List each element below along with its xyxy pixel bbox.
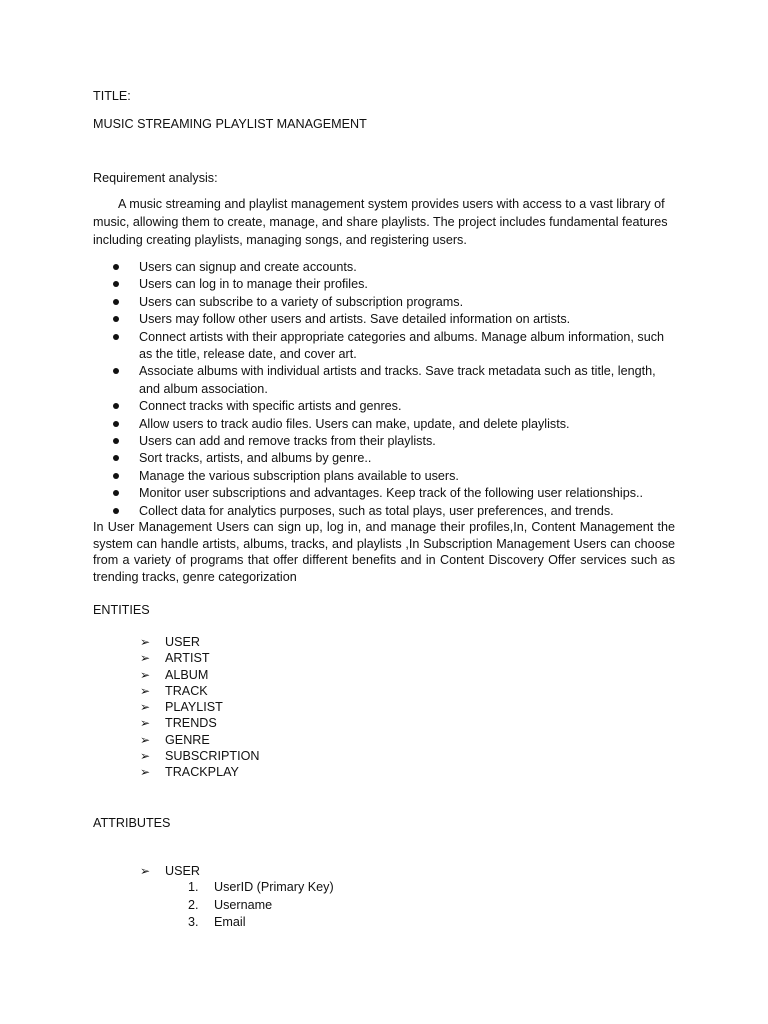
list-item: Users can subscribe to a variety of subscription programs.: [93, 294, 675, 311]
document-title: MUSIC STREAMING PLAYLIST MANAGEMENT: [93, 117, 367, 131]
bullet-icon: [113, 264, 119, 270]
arrow-bullet-icon: ➢: [140, 683, 151, 698]
list-item: Collect data for analytics purposes, such as total plays, user preferences, and trends.: [93, 503, 675, 520]
bullet-icon: [113, 299, 119, 305]
arrow-bullet-icon: ➢: [140, 765, 151, 780]
list-item: ➢ SUBSCRIPTION: [140, 749, 260, 764]
title-label: TITLE:: [93, 89, 131, 103]
list-item: ➢ TRACK: [140, 683, 208, 698]
bullet-icon: [113, 334, 119, 340]
bullet-icon: [113, 368, 119, 374]
arrow-bullet-icon: ➢: [140, 732, 151, 747]
intro-paragraph: A music streaming and playlist management system provides users with access to a vast library of music, allowing them to create, manage, and share playlists. The project includes fundamental features including creating playlists, managing songs, and registering users.: [93, 197, 668, 247]
bullet-icon: [113, 508, 119, 514]
attributes-heading: ATTRIBUTES: [93, 816, 171, 830]
list-item: ➢ TRACKPLAY: [140, 765, 239, 780]
list-item: 3. Email: [188, 915, 246, 929]
list-item: ➢ USER: [140, 635, 200, 649]
bullet-icon: [113, 473, 119, 479]
bullet-icon: [113, 421, 119, 427]
requirements-list: [93, 259, 675, 520]
list-item: 2. Username: [188, 897, 273, 912]
list-item: Users can signup and create accounts.: [93, 259, 675, 276]
list-item: ➢ ALBUM: [140, 667, 209, 682]
bullet-icon: [113, 281, 119, 287]
list-item: Manage the various subscription plans available to users.: [93, 468, 675, 485]
bullet-icon: [113, 316, 119, 322]
list-item: Sort tracks, artists, and albums by genre..: [93, 450, 675, 467]
attributes-group-list: [140, 863, 200, 879]
list-item: ➢ USER: [140, 864, 200, 878]
list-item: ➢ ARTIST: [140, 651, 210, 666]
bullet-icon: [113, 403, 119, 409]
entities-list: [140, 634, 259, 781]
bullet-icon: [113, 455, 119, 461]
arrow-bullet-icon: ➢: [140, 864, 151, 878]
arrow-bullet-icon: ➢: [140, 667, 151, 682]
summary-paragraph: In User Management Users can sign up, log in, and manage their profiles,In, Content Management the system can handle artists, albums, tracks, and playlists ,In Subscription Management Users can choose from a variety of programs that offer different benefits and in Content Discovery Offer services such as trending tracks, genre categorization: [93, 520, 675, 584]
requirement-heading: Requirement analysis:: [93, 171, 218, 185]
list-item: ➢ PLAYLIST: [140, 700, 223, 715]
arrow-bullet-icon: ➢: [140, 749, 151, 764]
list-item: Associate albums with individual artists and tracks. Save track metadata such as title, length, and album association.: [93, 363, 675, 398]
list-item: Monitor user subscriptions and advantages. Keep track of the following user relationships..: [93, 485, 675, 502]
list-item: ➢ GENRE: [140, 732, 210, 747]
list-item: Users may follow other users and artists. Save detailed information on artists.: [93, 311, 675, 328]
arrow-bullet-icon: ➢: [140, 651, 151, 666]
entities-heading: ENTITIES: [93, 603, 150, 617]
bullet-icon: [113, 490, 119, 496]
list-item: Allow users to track audio files. Users can make, update, and delete playlists.: [93, 416, 675, 433]
bullet-icon: [113, 438, 119, 444]
arrow-bullet-icon: ➢: [140, 716, 151, 731]
list-item: Users can add and remove tracks from their playlists.: [93, 433, 675, 450]
list-item: 1. UserID (Primary Key): [188, 880, 334, 894]
list-item: Users can log in to manage their profiles.: [93, 276, 675, 293]
arrow-bullet-icon: ➢: [140, 635, 151, 649]
list-item: ➢ TRENDS: [140, 716, 217, 731]
arrow-bullet-icon: ➢: [140, 700, 151, 715]
user-attributes-list: [188, 879, 334, 932]
list-item: Connect artists with their appropriate categories and albums. Manage album information, such as the title, release date, and cover art.: [93, 329, 675, 364]
list-item: Connect tracks with specific artists and genres.: [93, 398, 675, 415]
